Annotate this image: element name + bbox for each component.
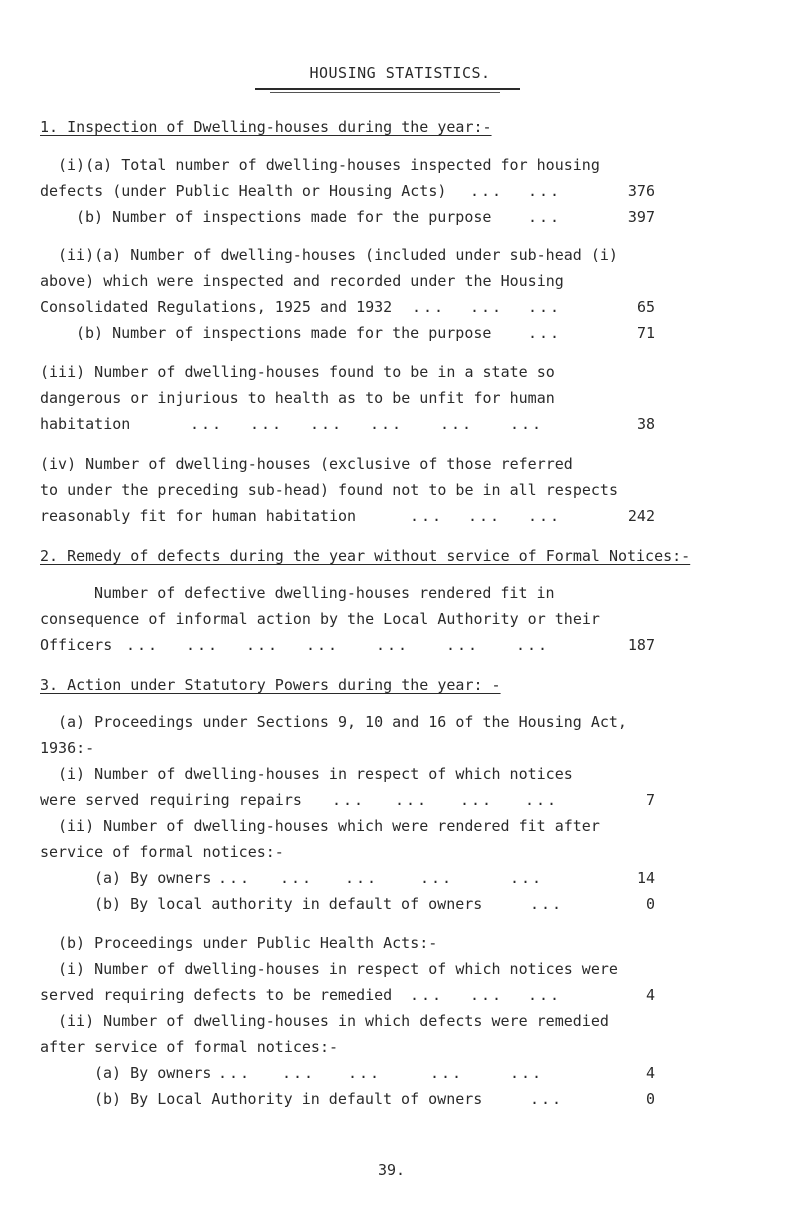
s2-line1: Number of defective dwelling-houses rendered fit in	[94, 584, 555, 602]
leader-dots: ...	[516, 636, 550, 654]
s1-ii-a-line2: above) which were inspected and recorded under the Housing	[40, 272, 564, 290]
s3-a-i-line1: (i) Number of dwelling-houses in respect of which notices	[58, 765, 573, 783]
s3-b-ii-line1: (ii) Number of dwelling-houses in which defects were remedied	[58, 1012, 609, 1030]
leader-dots: ...	[370, 415, 404, 433]
leader-dots: ...	[186, 636, 220, 654]
s3-a-ii-b-line: (b) By local authority in default of owners	[94, 895, 483, 913]
leader-dots: ...	[528, 507, 562, 525]
leader-dots: ...	[310, 415, 344, 433]
leader-dots: ...	[345, 869, 379, 887]
leader-dots: ...	[510, 1064, 544, 1082]
leader-dots: ...	[410, 986, 444, 1004]
leader-dots: ...	[126, 636, 160, 654]
leader-dots: ...	[525, 791, 559, 809]
s1-ii-b-line: (b) Number of inspections made for the purpose	[76, 324, 492, 342]
s3-b-i-line2: served requiring defects to be remedied	[40, 986, 393, 1004]
s3-b-ii-b-value: 0	[645, 1090, 655, 1108]
s1-i-a-line2: defects (under Public Health or Housing Acts)	[40, 182, 447, 200]
leader-dots: ...	[250, 415, 284, 433]
leader-dots: ...	[420, 869, 454, 887]
section-3-heading: 3. Action under Statutory Powers during the year: -	[40, 676, 501, 694]
leader-dots: ...	[376, 636, 410, 654]
s1-iii-line2: dangerous or injurious to health as to be unfit for human	[40, 389, 555, 407]
leader-dots: ...	[282, 1064, 316, 1082]
leader-dots: ...	[440, 415, 474, 433]
s3-a-ii-line1: (ii) Number of dwelling-houses which were rendered fit after	[58, 817, 600, 835]
s2-line3: Officers	[40, 636, 113, 654]
s3-b-i-line1: (i) Number of dwelling-houses in respect of which notices were	[58, 960, 618, 978]
s1-iii-line1: (iii) Number of dwelling-houses found to be in a state so	[40, 363, 555, 381]
s3-a-ii-b-value: 0	[645, 895, 655, 913]
leader-dots: ...	[510, 869, 544, 887]
s3-a-ii-a-value: 14	[636, 869, 655, 887]
s3-a-line2: 1936:-	[40, 739, 95, 757]
s2-line2: consequence of informal action by the Local Authority or their	[40, 610, 600, 628]
s1-i-a-value: 376	[627, 182, 655, 200]
leader-dots: ...	[468, 507, 502, 525]
s3-b-ii-line2: after service of formal notices:-	[40, 1038, 339, 1056]
s3-a-i-line2: were served requiring repairs	[40, 791, 302, 809]
s3-a-line1: (a) Proceedings under Sections 9, 10 and 16 of the Housing Act,	[58, 713, 627, 731]
leader-dots: ...	[280, 869, 314, 887]
leader-dots: ...	[332, 791, 366, 809]
s1-iv-value: 242	[627, 507, 655, 525]
leader-dots: ...	[528, 986, 562, 1004]
leader-dots: ...	[528, 208, 562, 226]
leader-dots: ...	[306, 636, 340, 654]
leader-dots: ...	[430, 1064, 464, 1082]
leader-dots: ...	[218, 869, 252, 887]
s1-i-b-value: 397	[627, 208, 655, 226]
s3-b-line1: (b) Proceedings under Public Health Acts:-	[58, 934, 438, 952]
s2-value: 187	[627, 636, 655, 654]
leader-dots: ...	[218, 1064, 252, 1082]
section-2-heading: 2. Remedy of defects during the year without service of Formal Notices:-	[40, 547, 691, 565]
s1-i-b-line: (b) Number of inspections made for the purpose	[76, 208, 492, 226]
leader-dots: ...	[446, 636, 480, 654]
s3-a-i-value: 7	[645, 791, 655, 809]
section-1-heading: 1. Inspection of Dwelling-houses during the year:-	[40, 118, 492, 136]
leader-dots: ...	[246, 636, 280, 654]
leader-dots: ...	[530, 1090, 564, 1108]
s1-ii-a-value: 65	[636, 298, 655, 316]
page-number: 39.	[378, 1161, 406, 1179]
s1-iv-line1: (iv) Number of dwelling-houses (exclusive of those referred	[40, 455, 573, 473]
s1-iii-line3: habitation	[40, 415, 131, 433]
leader-dots: ...	[470, 986, 504, 1004]
s1-ii-a-line1: (ii)(a) Number of dwelling-houses (included under sub-head (i)	[58, 246, 618, 264]
s1-iii-value: 38	[636, 415, 655, 433]
leader-dots: ...	[395, 791, 429, 809]
s3-b-ii-b-line: (b) By Local Authority in default of owners	[94, 1090, 483, 1108]
s1-iv-line3: reasonably fit for human habitation	[40, 507, 357, 525]
leader-dots: ...	[348, 1064, 382, 1082]
page-title: HOUSING STATISTICS.	[309, 64, 491, 82]
leader-dots: ...	[510, 415, 544, 433]
s1-ii-b-value: 71	[636, 324, 655, 342]
title-underline-secondary	[270, 92, 500, 93]
s3-a-ii-a-line: (a) By owners	[94, 869, 212, 887]
leader-dots: ...	[528, 324, 562, 342]
s1-i-a-line1: (i)(a) Total number of dwelling-houses inspected for housing	[58, 156, 600, 174]
leader-dots: ...	[528, 182, 562, 200]
leader-dots: ...	[530, 895, 564, 913]
title-underline	[255, 88, 520, 90]
s3-b-i-value: 4	[645, 986, 655, 1004]
s3-a-ii-line2: service of formal notices:-	[40, 843, 284, 861]
s3-b-ii-a-line: (a) By owners	[94, 1064, 212, 1082]
s1-iv-line2: to under the preceding sub-head) found not to be in all respects	[40, 481, 618, 499]
leader-dots: ...	[410, 507, 444, 525]
leader-dots: ...	[412, 298, 446, 316]
leader-dots: ...	[470, 182, 504, 200]
leader-dots: ...	[470, 298, 504, 316]
s3-b-ii-a-value: 4	[645, 1064, 655, 1082]
leader-dots: ...	[460, 791, 494, 809]
s1-ii-a-line3: Consolidated Regulations, 1925 and 1932	[40, 298, 393, 316]
leader-dots: ...	[528, 298, 562, 316]
leader-dots: ...	[190, 415, 224, 433]
